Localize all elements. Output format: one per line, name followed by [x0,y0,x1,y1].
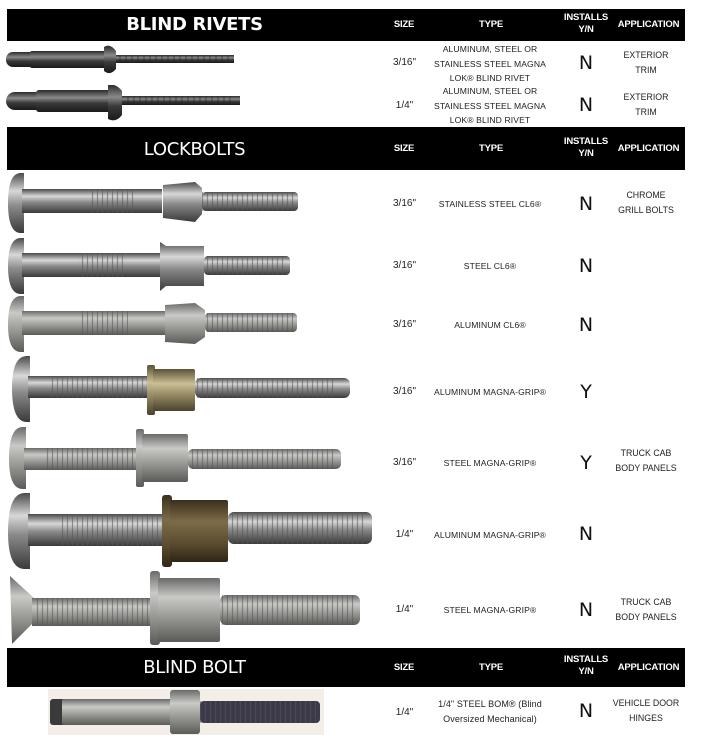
blind-rivet-1-4-image [0,85,250,127]
installs-value: N [578,94,594,116]
type-value: STAINLESS STEEL CL6® [438,199,542,209]
application-value: TRUCK CAB BODY PANELS [615,597,677,622]
application-value: EXTERIOR TRIM [623,50,669,75]
section-header-blind-rivets [7,9,685,41]
table-row [0,236,705,296]
size-value: 1/4" [395,100,414,111]
column-header-size: SIZE [393,19,415,30]
column-header-application: APPLICATION [617,143,680,154]
size-value: 1/4" [395,604,414,615]
column-header-installs: INSTALLS Y/N [563,136,609,159]
section-title: BLIND RIVETS [126,14,263,35]
column-header-type: TYPE [478,19,503,30]
table-row [0,85,705,127]
installs-value: N [578,523,594,545]
aluminum-magna-grip-3-16-image [0,354,360,426]
table-row [0,492,705,570]
installs-value: Y [580,381,592,403]
installs-value: Y [580,452,592,474]
installs-value: N [578,700,594,722]
column-header-size: SIZE [393,143,415,154]
type-value: ALUMINUM MAGNA-GRIP® [434,387,546,397]
steel-magna-grip-3-16-image [0,426,360,492]
size-value: 3/16" [392,386,416,397]
size-value: 3/16" [392,198,416,209]
column-header-size: SIZE [393,662,415,673]
section-title: LOCKBOLTS [143,139,246,160]
type-value: STEEL MAGNA-GRIP® [443,458,537,468]
installs-value: N [578,599,594,621]
size-value: 1/4" [395,707,414,718]
size-value: 3/16" [392,319,416,330]
application-value: TRUCK CAB BODY PANELS [615,448,677,473]
type-value: STEEL CL6® [463,261,517,271]
type-value: ALUMINUM, STEEL OR STAINLESS STEEL MAGNA LOK® BLIND RIVET [434,44,546,83]
type-value: ALUMINUM, STEEL OR STAINLESS STEEL MAGNA LOK® BLIND RIVET [434,86,546,125]
table-row [0,570,705,648]
application-value: VEHICLE DOOR HINGES [612,698,680,723]
table-row [0,426,705,492]
type-value: STEEL MAGNA-GRIP® [443,605,537,615]
size-value: 3/16" [392,57,416,68]
column-header-installs: INSTALLS Y/N [563,654,609,677]
size-value: 3/16" [392,457,416,468]
section-title: BLIND BOLT [143,657,246,678]
table-row [0,687,705,744]
steel-cl6-lockbolt-image [0,236,310,296]
stainless-cl6-lockbolt-image [0,170,310,236]
steel-magna-grip-1-4-image [0,570,380,648]
steel-bom-blind-bolt-image [48,689,378,739]
column-header-application: APPLICATION [617,19,680,30]
column-header-type: TYPE [478,662,503,673]
installs-value: N [578,314,594,336]
table-row [0,354,705,426]
application-value: CHROME GRILL BOLTS [618,190,674,215]
aluminum-cl6-lockbolt-image [0,296,310,354]
size-value: 3/16" [392,260,416,271]
column-header-application: APPLICATION [617,662,680,673]
table-row [0,296,705,354]
blind-rivet-3-16-image [0,41,250,85]
type-value: ALUMINUM MAGNA-GRIP® [434,530,546,540]
installs-value: N [578,255,594,277]
section-header-lockbolts [7,127,685,170]
installs-value: N [578,52,594,74]
table-row [0,170,705,236]
installs-value: N [578,193,594,215]
type-value: ALUMINUM CL6® [454,320,526,330]
column-header-type: TYPE [478,143,503,154]
application-value: EXTERIOR TRIM [623,92,669,117]
column-header-installs: INSTALLS Y/N [563,12,609,35]
table-row [0,41,705,85]
size-value: 1/4" [395,529,414,540]
type-value: 1/4" STEEL BOM® (Blind Oversized Mechanical) [438,699,542,724]
aluminum-magna-grip-1-4-image [0,492,380,570]
section-header-blind-bolt [7,648,685,687]
